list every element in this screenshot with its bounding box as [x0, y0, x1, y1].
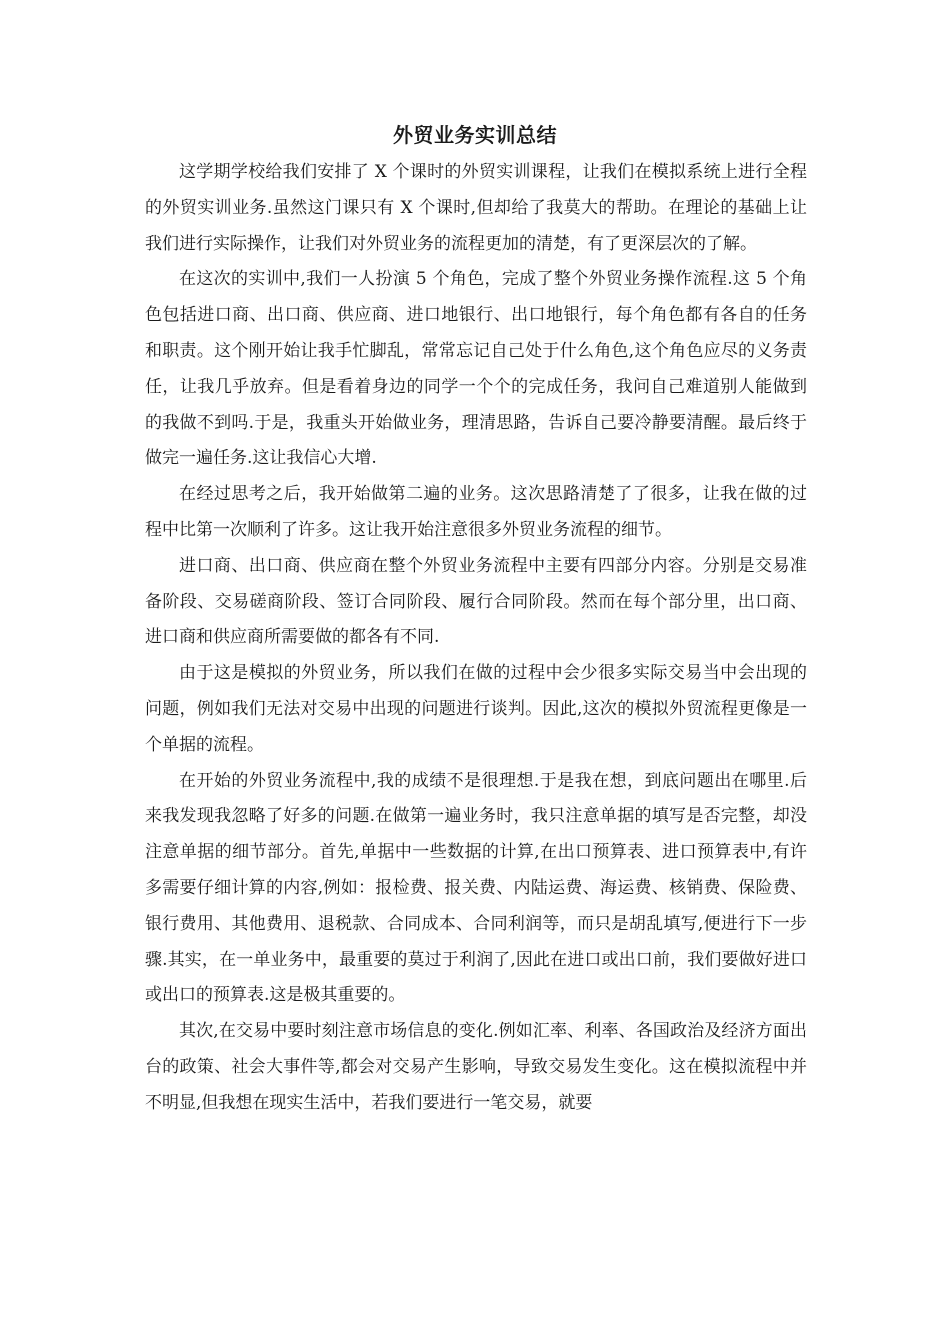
document-title: 外贸业务实训总结	[393, 123, 557, 147]
paragraph-1: 这学期学校给我们安排了 X 个课时的外贸实训课程，让我们在模拟系统上进行全程的外贸实训业务.虽然这门课只有 X 个课时,但却给了我莫大的帮助。在理论的基础上让我们进行实际操作，让我们对外贸业务的流程更加的清楚，有了更深层次的了解。	[145, 162, 807, 254]
paragraph-2: 在这次的实训中,我们一人扮演 5 个角色，完成了整个外贸业务操作流程.这 5 个角色包括进口商、出口商、供应商、进口地银行、出口地银行，每个角色都有各自的任务和职责。这个刚开始让我手忙脚乱，常常忘记自己处于什么角色,这个角色应尽的义务责任，让我几乎放弃。但是看着身边的同学一个个的完成任务，我问自己难道别人能做到的我做不到吗.于是，我重头开始做业务，理清思路，告诉自己要冷静要清醒。最后终于做完一遍任务.这让我信心大增.	[145, 269, 807, 469]
document-body	[145, 155, 807, 1122]
paragraph-4: 进口商、出口商、供应商在整个外贸业务流程中主要有四部分内容。分别是交易准备阶段、交易磋商阶段、签订合同阶段、履行合同阶段。然而在每个部分里，出口商、进口商和供应商所需要做的都各有不同.	[145, 555, 807, 648]
paragraph-3: 在经过思考之后，我开始做第二遍的业务。这次思路清楚了了很多，让我在做的过程中比第一次顺利了许多。这让我开始注意很多外贸业务流程的细节。	[145, 484, 807, 540]
paragraph-5: 由于这是模拟的外贸业务，所以我们在做的过程中会少很多实际交易当中会出现的问题，例如我们无法对交易中出现的问题进行谈判。因此,这次的模拟外贸流程更像是一个单据的流程。	[145, 663, 807, 755]
paragraph-7: 其次,在交易中要时刻注意市场信息的变化.例如汇率、利率、各国政治及经济方面出台的政策、社会大事件等,都会对交易产生影响，导致交易发生变化。这在模拟流程中并不明显,但我想在现实生活中，若我们要进行一笔交易，就要	[145, 1021, 807, 1113]
paragraph-6: 在开始的外贸业务流程中,我的成绩不是很理想.于是我在想，到底问题出在哪里.后来我发现我忽略了好多的问题.在做第一遍业务时，我只注意单据的填写是否完整，却没注意单据的细节部分。首先,单据中一些数据的计算,在出口预算表、进口预算表中,有许多需要仔细计算的内容,例如：报检费、报关费、内陆运费、海运费、核销费、保险费、银行费用、其他费用、退税款、合同成本、合同利润等，而只是胡乱填写,便进行下一步骤.其实，在一单业务中，最重要的莫过于利润了,因此在进口或出口前，我们要做好进口或出口的预算表.这是极其重要的。	[145, 770, 807, 1006]
